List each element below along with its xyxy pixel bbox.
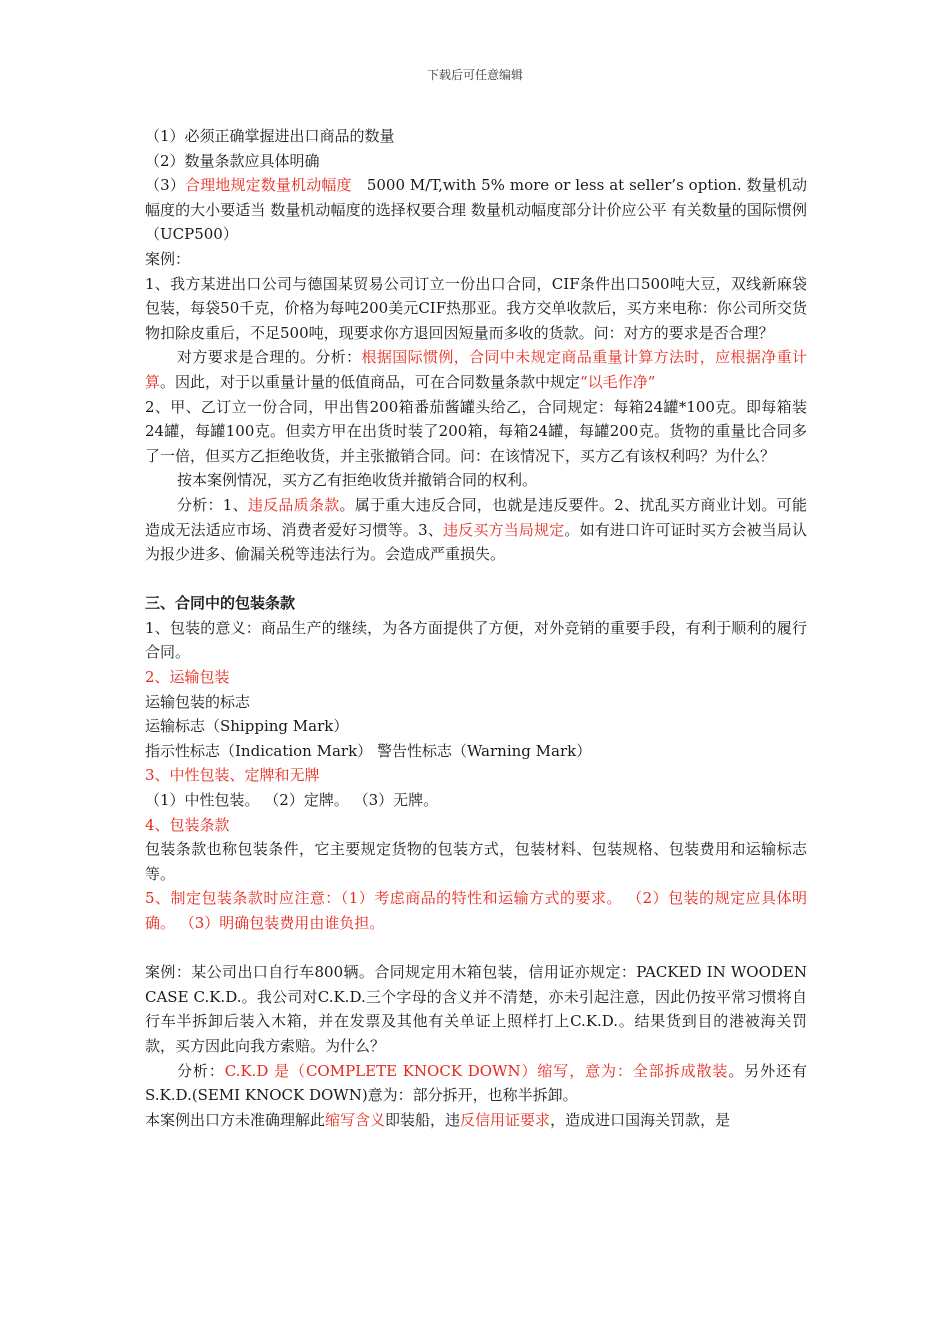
case2-question: 2、甲、乙订立一份合同，甲出售200箱番茄酱罐头给乙，合同规定：每箱24罐*100克。即每箱装24罐，每罐100克。但卖方甲在出货时装了200箱，每箱24罐，每罐200克。货物的重量比合同多了一倍，但买方乙拒绝收货，并主张撤销合同。问：在该情况下，买方乙有该权利吗？为什么？: [145, 397, 807, 465]
highlight-text: 合理地规定数量机动幅度: [185, 176, 352, 195]
conclusion-text: ，造成进口国海关罚款，是: [550, 1110, 731, 1129]
packaging-item-2b: 运输标志（Shipping Mark）: [145, 717, 349, 736]
analysis-text: 分析：: [177, 1061, 225, 1080]
highlight-text: 缩写含义: [325, 1110, 386, 1129]
case1-question: 1、我方某进出口公司与德国某贸易公司订立一份出口合同，CIF条件出口500吨大豆，双线新麻袋包装，每袋50千克，价格为每吨200美元CIF热那亚。我方交单收款后，买方来电称：你公司所交货物扣除皮重后，不足500吨，现要求你方退回因短量而多收的货款。问：对方的要求是否合理？: [145, 274, 807, 342]
paragraph-prefix: （3）: [145, 176, 185, 195]
case2-answer: 按本案例情况，买方乙有拒绝收货并撤销合同的权利。: [177, 471, 538, 490]
case3-question: 案例：某公司出口自行车800辆。合同规定用木箱包装，信用证亦规定：PACKED IN WOODEN CASE C.K.D.。我公司对C.K.D.三个字母的含义并不清楚，亦未引起注意，因此仍按平常习惯将自行车半拆卸后装入木箱，并在发票及其他有关单证上照样打上C.K.D.。结果货到目的港被海关罚款，买方因此向我方索赔。为什么？: [145, 963, 807, 1055]
conclusion-text: 即装船，违: [385, 1110, 461, 1129]
answer-text: 对方要求是合理的。分析：: [177, 348, 362, 367]
packaging-item-3a: （1）中性包装。 （2）定牌。 （3）无牌。: [145, 791, 439, 810]
paragraph-quantity-1: （1）必须正确掌握进出口商品的数量: [145, 127, 395, 145]
packaging-item-4a: 包装条款也称包装条件，它主要规定货物的包装方式，包装材料、包装规格、包装费用和运输标志等。: [145, 840, 807, 883]
page-header: 下载后可任意编辑: [426, 68, 523, 82]
highlight-text: 违反品质条款: [247, 495, 340, 514]
paragraph-quantity-2: （2）数量条款应具体明确: [145, 151, 320, 170]
analysis-text: 。另外还有S.K.D.(SEMI KNOCK DOWN)意为：部分拆开，也称半拆卸。: [145, 1061, 807, 1105]
case-label: 案例：: [145, 249, 191, 268]
spacer: [145, 567, 807, 592]
packaging-item-3: 3、中性包装、定牌和无牌: [145, 766, 320, 785]
paragraph-quantity-3: [145, 173, 807, 247]
document-body: [145, 124, 807, 1132]
packaging-item-1: 1、包装的意义：商品生产的继续，为各方面提供了方便，对外竞销的重要手段，有利于顺利的履行合同。: [145, 618, 807, 662]
packaging-item-4: 4、包装条款: [145, 815, 230, 834]
analysis-text: 。如有进口许可证时买方会被当局认为报少进多、偷漏关税等违法行为。会造成严重损失。: [145, 520, 807, 564]
case1-answer: [145, 345, 807, 394]
analysis-text: 分析：1、: [177, 495, 248, 514]
packaging-item-2: 2、运输包装: [145, 668, 230, 687]
highlight-text: “以毛作净”: [580, 372, 656, 391]
answer-text: 。因此，对于以重量计量的低值商品，可在合同数量条款中规定: [160, 372, 581, 391]
highlight-text: C.K.D 是（COMPLETE KNOCK DOWN）缩写，意为：全部拆成散装: [224, 1061, 729, 1080]
packaging-item-2a: 运输包装的标志: [145, 692, 251, 711]
packaging-item-2c: 指示性标志（Indication Mark） 警告性标志（Warning Mark）: [145, 741, 592, 760]
highlight-text: 反信用证要求: [460, 1110, 551, 1129]
conclusion-text: 本案例出口方未准确理解此: [145, 1110, 326, 1129]
highlight-text: 根据国际惯例，合同中未规定商品重量计算方法时，应根据净重计算: [145, 348, 807, 391]
highlight-text: 违反买方当局规定: [443, 520, 565, 539]
section-heading: 三、合同中的包装条款: [145, 594, 296, 613]
analysis-text: 。属于重大违反合同，也就是违反要件。2、扰乱买方商业计划。可能造成无法适应市场、消费者爱好习惯等。3、: [145, 495, 807, 539]
case3-analysis: [145, 1059, 807, 1108]
case2-analysis: [145, 493, 807, 567]
spacer: [145, 936, 807, 961]
case3-conclusion: [145, 1108, 807, 1133]
paragraph-text: 5000 M/T,with 5% more or less at seller’s option. 数量机动幅度的大小要适当 数量机动幅度的选择权要合理 数量机动幅度部分计价应公平 有关数量的国际惯例（UCP500）: [145, 176, 807, 244]
packaging-item-5: 5、制定包装条款时应注意：（1）考虑商品的特性和运输方式的要求。 （2）包装的规定应具体明确。 （3）明确包装费用由谁负担。: [145, 889, 807, 932]
